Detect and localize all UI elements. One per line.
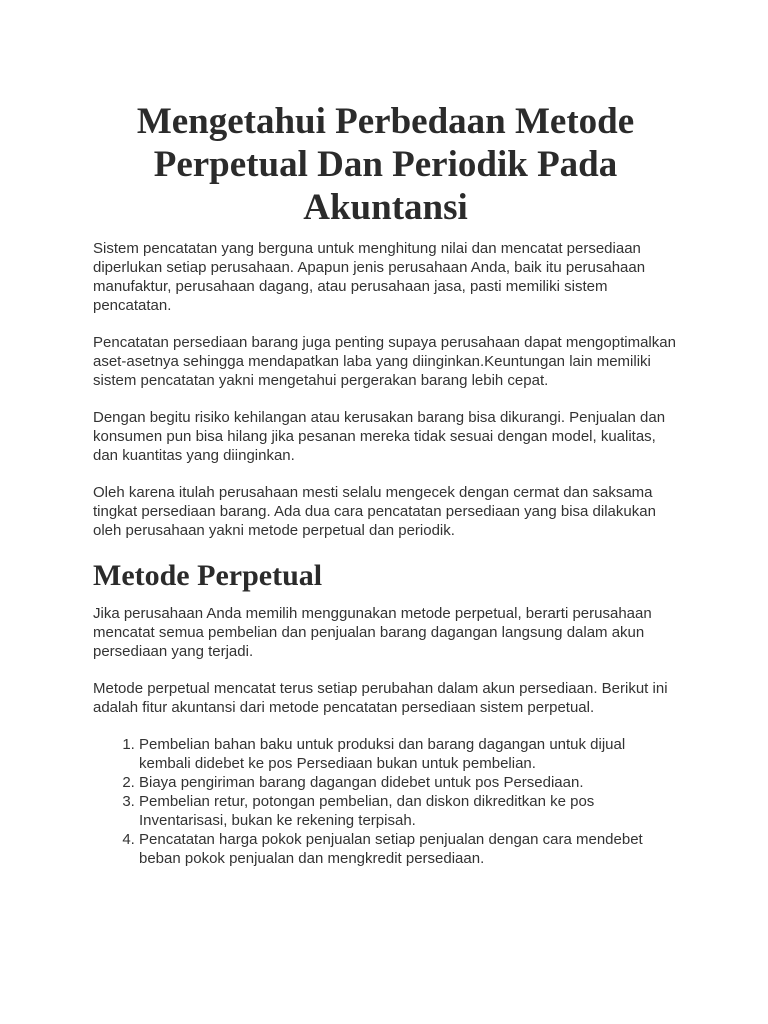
intro-paragraph-1: Sistem pencatatan yang berguna untuk menghitung nilai dan mencatat persediaan diperlukan setiap perusahaan. Apapun jenis perusahaan Anda, baik itu perusahaan manufaktur, perusahaan dagang, atau perusahaan jasa, pasti memiliki sistem pencatatan. xyxy=(93,240,646,314)
list-item: 3. Pembelian retur, potongan pembelian, dan diskon dikreditkan ke pos Inventarisasi, bukan ke rekening terpisah. xyxy=(139,792,678,830)
section-paragraph-2: Metode perpetual mencatat terus setiap perubahan dalam akun persediaan. Berikut ini adalah fitur akuntansi dari metode pencatatan persediaan sistem perpetual. xyxy=(93,680,668,716)
feature-list xyxy=(93,735,678,868)
list-item: 2. Biaya pengiriman barang dagangan didebet untuk pos Persediaan. xyxy=(139,773,678,792)
section-heading: Metode Perpetual xyxy=(93,559,323,592)
intro-paragraph-4: Oleh karena itulah perusahaan mesti selalu mengecek dengan cermat dan saksama tingkat persediaan barang. Ada dua cara pencatatan persediaan yang bisa dilakukan oleh perusahaan yakni metode perpetual dan periodik. xyxy=(93,484,656,539)
section-paragraph-1: Jika perusahaan Anda memilih menggunakan metode perpetual, berarti perusahaan mencatat semua pembelian dan penjualan barang dagangan langsung dalam akun persediaan yang terjadi. xyxy=(93,605,652,660)
document-page xyxy=(93,100,678,868)
intro-paragraph-3: Dengan begitu risiko kehilangan atau kerusakan barang bisa dikurangi. Penjualan dan konsumen pun bisa hilang jika pesanan mereka tidak sesuai dengan model, kualitas, dan kuantitas yang diinginkan. xyxy=(93,409,666,464)
list-item: 1. Pembelian bahan baku untuk produksi dan barang dagangan untuk dijual kembali didebet ke pos Persediaan bukan untuk pembelian. xyxy=(139,735,678,773)
list-item: 4. Pencatatan harga pokok penjualan setiap penjualan dengan cara mendebet beban pokok penjualan dan mengkredit persediaan. xyxy=(139,830,678,868)
intro-paragraph-2: Pencatatan persediaan barang juga penting supaya perusahaan dapat mengoptimalkan aset-asetnya sehingga mendapatkan laba yang diinginkan.Keuntungan lain memiliki sistem pencatatan yakni mengetahui pergerakan barang lebih cepat. xyxy=(93,334,676,389)
document-title: Mengetahui Perbedaan Metode Perpetual Dan Periodik Pada Akuntansi xyxy=(136,101,635,228)
